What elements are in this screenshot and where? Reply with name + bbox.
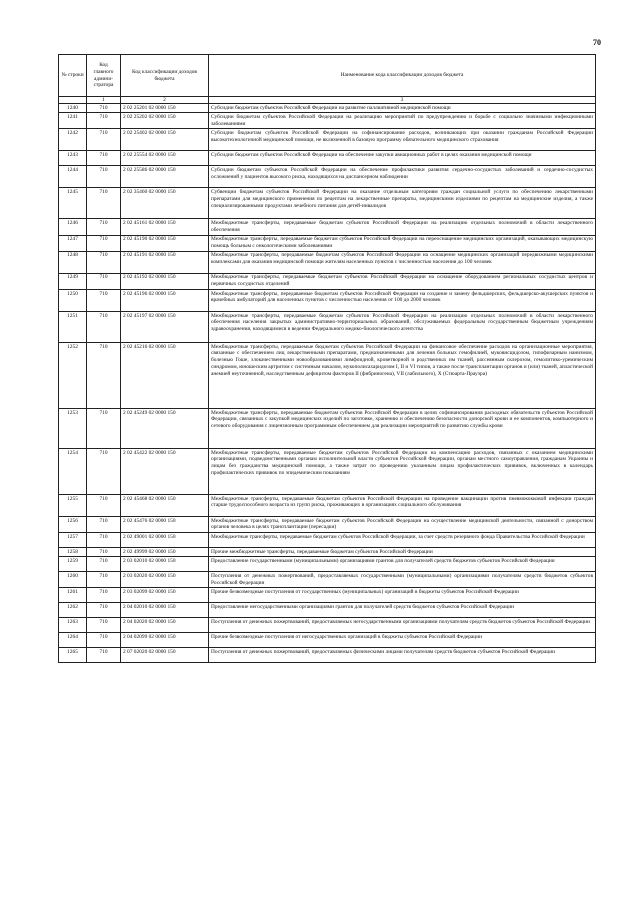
row-number-cell: 1260 (59, 572, 87, 588)
income-name-cell: Межбюджетные трансферты, передаваемые бюджетам субъектов Российской Федерации на реализацию отдельных полномочий в области лекарственного обеспечения (209, 219, 596, 235)
column-index-3: 2 (121, 97, 209, 104)
admin-code-cell: 710 (87, 166, 121, 188)
table-row (59, 273, 596, 289)
classification-code-cell: 2 02 25202 02 0000 150 (121, 113, 209, 129)
table-row (59, 151, 596, 166)
classification-code-cell: 2 02 45192 02 0000 150 (121, 273, 209, 289)
income-name-cell: Субсидии бюджетам субъектов Российской Федерации на обеспечение закупки авиационных работ в целях оказания медицинской помощи (209, 151, 596, 166)
admin-code-cell: 710 (87, 104, 121, 113)
table-row (59, 516, 596, 532)
income-name-cell: Поступления от денежных пожертвований, предоставляемых государственными (муниципальными) организациями получателям средств бюджетов субъектов Российской Федерации (209, 572, 596, 588)
admin-code-cell: 710 (87, 151, 121, 166)
classification-code-cell: 2 02 49999 02 0000 150 (121, 547, 209, 556)
table-row (59, 408, 596, 448)
income-name-cell: Межбюджетные трансферты, передаваемые бюджетам субъектов Российской Федерации на создание и замену фельдшерских, фельдшерско-акушерских пунктов и врачебных амбулаторий для населенных пунктов с численностью населения от 100 до 2000 человек (209, 289, 596, 311)
row-number-cell: 1251 (59, 311, 87, 342)
admin-code-cell: 710 (87, 633, 121, 648)
classification-code-cell: 2 02 35460 02 0000 150 (121, 188, 209, 219)
income-name-cell: Субвенции бюджетам субъектов Российской Федерации на оказание отдельным категориям граждан социальной услуги по обеспечению лекарственными препаратами для медицинского применения по рецептам на лекарственные препараты, медицинскими изделиями по рецептам на медицинские изделия, а также специализированными продуктами лечебного питания для детей-инвалидов (209, 188, 596, 219)
income-name-cell: Предоставление негосударственными организациями грантов для получателей средств бюджетов субъектов Российской Федерации (209, 603, 596, 618)
admin-code-cell: 710 (87, 219, 121, 235)
admin-code-cell: 710 (87, 557, 121, 572)
row-number-cell: 1250 (59, 289, 87, 311)
income-name-cell: Поступления от денежных пожертвований, предоставляемых негосударственными организациями получателям средств бюджетов субъектов Российской Федерации (209, 618, 596, 633)
classification-code-cell: 2 02 45422 02 0000 150 (121, 448, 209, 494)
admin-code-cell: 710 (87, 408, 121, 448)
admin-code-cell: 710 (87, 516, 121, 532)
classification-code-cell: 2 02 45196 02 0000 150 (121, 289, 209, 311)
income-name-cell: Субсидии бюджетам субъектов Российской Федерации на софинансирование расходов, возникающих при оказании гражданам Российской Федерации высокотехнологичной медицинской помощи, не включенной в базовую программу обязательного медицинского страхования (209, 129, 596, 151)
table-row (59, 572, 596, 588)
row-number-cell: 1248 (59, 251, 87, 273)
classification-code-cell: 2 02 45190 02 0000 150 (121, 235, 209, 251)
income-name-cell: Межбюджетные трансферты, передаваемые бюджетам субъектов Российской Федерации на финансовое обеспечение расходов на организационные мероприятия, связанные с обеспечением лиц лекарственными препаратами, предназначенными для лечения больных гемофилией, муковисцидозом, гипофизарным нанизмом, болезнью Гоше, злокачественными новообразованиями лимфоидной, кроветворной и родственных им тканей, рассеянным склерозом, гемолитико-уремическим синдромом, юношеским артритом с системным началом, мукополисахаридозом I, II и VI типов, а также после трансплантации органов и (или) тканей, апластической анемией неуточненной, наследственным дефицитом факторов II (фибриногена), VII (лабильного), X (Стюарта-Прауэра) (209, 342, 596, 408)
admin-code-cell: 710 (87, 273, 121, 289)
admin-code-cell: 710 (87, 532, 121, 547)
classification-code-cell: 2 02 25201 02 0000 150 (121, 104, 209, 113)
table-row (59, 633, 596, 648)
row-number-cell: 1249 (59, 273, 87, 289)
classification-code-cell: 2 02 45468 02 0000 150 (121, 494, 209, 516)
admin-code-cell: 710 (87, 448, 121, 494)
row-number-cell: 1258 (59, 547, 87, 556)
income-name-cell: Межбюджетные трансферты, передаваемые бюджетам субъектов Российской Федерации на проведение вакцинации против пневмококковой инфекции граждан старше трудоспособного возраста из групп риска, проживающих в организациях социального обслуживания (209, 494, 596, 516)
row-number-cell: 1264 (59, 633, 87, 648)
admin-code-cell: 710 (87, 289, 121, 311)
admin-code-cell: 710 (87, 648, 121, 663)
classification-code-cell: 2 02 45191 02 0000 150 (121, 251, 209, 273)
income-name-cell: Предоставление государственными (муниципальными) организациями грантов для получателей средств бюджетов субъектов Российской Федерации (209, 557, 596, 572)
table-row (59, 448, 596, 494)
admin-code-cell: 710 (87, 113, 121, 129)
header-admin-code: Код главного админи- стратора (87, 55, 121, 97)
row-number-cell: 1262 (59, 603, 87, 618)
page-number: 70 (593, 38, 601, 47)
income-name-cell: Межбюджетные трансферты, передаваемые бюджетам субъектов Российской Федерации на оснащение оборудованием региональных сосудистых центров и первичных сосудистых отделений (209, 273, 596, 289)
income-name-cell: Поступления от денежных пожертвований, предоставляемых физическими лицами получателям средств бюджетов субъектов Российской Федерации (209, 648, 596, 663)
row-number-cell: 1257 (59, 532, 87, 547)
table-row (59, 113, 596, 129)
row-number-cell: 1256 (59, 516, 87, 532)
table-row (59, 235, 596, 251)
row-number-cell: 1243 (59, 151, 87, 166)
income-name-cell: Межбюджетные трансферты, передаваемые бюджетам субъектов Российской Федерации на оснащение медицинских организаций передвижными медицинскими комплексами для оказания медицинской помощи жителям населенных пунктов с численностью населения до 100 человек (209, 251, 596, 273)
column-index-2: 1 (87, 97, 121, 104)
table-row (59, 588, 596, 603)
row-number-cell: 1246 (59, 219, 87, 235)
income-name-cell: Межбюджетные трансферты, передаваемые бюджетам субъектов Российской Федерации на переоснащение медицинских организаций, оказывающих медицинскую помощь больным с онкологическими заболеваниями (209, 235, 596, 251)
classification-code-cell: 2 04 02020 02 0000 150 (121, 618, 209, 633)
classification-code-cell: 2 02 49001 02 0000 150 (121, 532, 209, 547)
income-name-cell: Межбюджетные трансферты, передаваемые бюджетам субъектов Российской Федерации в целях софинансирования расходных обязательств субъектов Российской Федерации, связанных с закупкой медицинских изделий по заготовке, хранению и обеспечению безопасности донорской крови и ее компонентов, компьютерного и сетевого оборудования с лицензионным программным обеспечением для реализации мероприятий по развитию службы крови (209, 408, 596, 448)
row-number-cell: 1252 (59, 342, 87, 408)
classification-code-cell: 2 02 25402 02 0000 150 (121, 129, 209, 151)
header-classification-code: Код классификации доходов бюджета (121, 55, 209, 97)
table-row (59, 251, 596, 273)
row-number-cell: 1240 (59, 104, 87, 113)
column-index-row (59, 97, 596, 104)
classification-code-cell: 2 03 02010 02 0000 150 (121, 557, 209, 572)
table-row (59, 104, 596, 113)
classification-code-cell: 2 07 02020 02 0000 150 (121, 648, 209, 663)
table-row (59, 648, 596, 663)
admin-code-cell: 710 (87, 588, 121, 603)
table-row (59, 494, 596, 516)
table-row (59, 188, 596, 219)
classification-code-cell: 2 03 02099 02 0000 150 (121, 588, 209, 603)
table-row (59, 342, 596, 408)
admin-code-cell: 710 (87, 235, 121, 251)
classification-code-cell: 2 02 25586 02 0000 150 (121, 166, 209, 188)
income-name-cell: Субсидии бюджетам субъектов Российской Федерации на реализацию мероприятий по предупреждению и борьбе с социально значимыми инфекционными заболеваниями (209, 113, 596, 129)
income-name-cell: Прочие безвозмездные поступления от негосударственных организаций в бюджеты субъектов Российской Федерации (209, 633, 596, 648)
admin-code-cell: 710 (87, 251, 121, 273)
income-name-cell: Межбюджетные трансферты, передаваемые бюджетам субъектов Российской Федерации на компенсацию расходов, связанных с оказанием медицинскими организациями, подведомственными органам исполнительной власти субъектов Российской Федерации, органам местного самоуправления, гражданам Украины и лицам без гражданства медицинской помощи, а также затрат по проведению указанным лицам профилактических прививок, включенных в календарь профилактических прививок по эпидемическим показаниям (209, 448, 596, 494)
row-number-cell: 1241 (59, 113, 87, 129)
classification-code-cell: 2 03 02020 02 0000 150 (121, 572, 209, 588)
table-row (59, 603, 596, 618)
admin-code-cell: 710 (87, 618, 121, 633)
header-row (59, 55, 596, 97)
admin-code-cell: 710 (87, 342, 121, 408)
table-body (59, 104, 596, 663)
admin-code-cell: 710 (87, 129, 121, 151)
table-row (59, 219, 596, 235)
row-number-cell: 1247 (59, 235, 87, 251)
row-number-cell: 1242 (59, 129, 87, 151)
row-number-cell: 1245 (59, 188, 87, 219)
admin-code-cell: 710 (87, 494, 121, 516)
column-index-4: 3 (209, 97, 596, 104)
income-name-cell: Межбюджетные трансферты, передаваемые бюджетам субъектов Российской Федерации на реализацию отдельных полномочий в области лекарственного обеспечения населения закрытых административно-территориальных образований, обслуживаемых федеральным государственным бюджетным учреждениям здравоохранения, находящимися в ведении Федерального медико-биологического агентства (209, 311, 596, 342)
table-row (59, 129, 596, 151)
header-row-number: № строки (59, 55, 87, 97)
table-row (59, 618, 596, 633)
table-row (59, 311, 596, 342)
income-name-cell: Прочие безвозмездные поступления от государственных (муниципальных) организаций в бюджеты субъектов Российской Федерации (209, 588, 596, 603)
classification-code-cell: 2 04 02010 02 0000 150 (121, 603, 209, 618)
income-classification-table (58, 54, 596, 663)
table-row (59, 547, 596, 556)
classification-code-cell: 2 02 45197 02 0000 150 (121, 311, 209, 342)
classification-code-cell: 2 02 45216 02 0000 150 (121, 342, 209, 408)
classification-code-cell: 2 02 45249 02 0000 150 (121, 408, 209, 448)
table-row (59, 166, 596, 188)
classification-code-cell: 2 04 02099 02 0000 150 (121, 633, 209, 648)
income-name-cell: Межбюджетные трансферты, передаваемые бюджетам субъектов Российской Федерации, за счет средств резервного фонда Правительства Российской Федерации (209, 532, 596, 547)
admin-code-cell: 710 (87, 311, 121, 342)
admin-code-cell: 710 (87, 188, 121, 219)
table-row (59, 557, 596, 572)
table-row (59, 532, 596, 547)
row-number-cell: 1265 (59, 648, 87, 663)
row-number-cell: 1255 (59, 494, 87, 516)
admin-code-cell: 710 (87, 572, 121, 588)
row-number-cell: 1263 (59, 618, 87, 633)
row-number-cell: 1259 (59, 557, 87, 572)
row-number-cell: 1253 (59, 408, 87, 448)
income-name-cell: Межбюджетные трансферты, передаваемые бюджетам субъектов Российской Федерации на осуществление медицинской деятельности, связанной с донорством органов человека в целях трансплантации (пересадки) (209, 516, 596, 532)
classification-code-cell: 2 02 45476 02 0000 150 (121, 516, 209, 532)
classification-code-cell: 2 02 45161 02 0000 150 (121, 219, 209, 235)
income-name-cell: Субсидии бюджетам субъектов Российской Федерации на развитие паллиативной медицинской помощи (209, 104, 596, 113)
row-number-cell: 1254 (59, 448, 87, 494)
classification-code-cell: 2 02 25554 02 0000 150 (121, 151, 209, 166)
header-name: Наименование кода классификации доходов бюджета (209, 55, 596, 97)
admin-code-cell: 710 (87, 547, 121, 556)
table-row (59, 289, 596, 311)
income-name-cell: Субсидии бюджетам субъектов Российской Федерации на обеспечение профилактики развития сердечно-сосудистых заболеваний и сердечно-сосудистых осложнений у пациентов высокого риска, находящихся на диспансерном наблюдении (209, 166, 596, 188)
column-index-1 (59, 97, 87, 104)
income-name-cell: Прочие межбюджетные трансферты, передаваемые бюджетам субъектов Российской Федерации (209, 547, 596, 556)
row-number-cell: 1244 (59, 166, 87, 188)
row-number-cell: 1261 (59, 588, 87, 603)
admin-code-cell: 710 (87, 603, 121, 618)
